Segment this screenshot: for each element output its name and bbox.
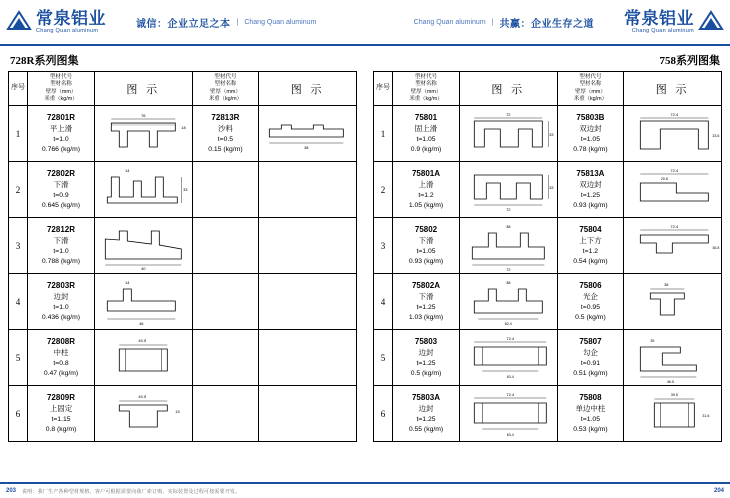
profile-spec [557, 106, 624, 162]
profile-figure [459, 330, 557, 386]
profile-thickness: t=1.05 [580, 415, 600, 423]
profile-weight: 0.55 (kg/m) [408, 425, 444, 433]
profile-spec [393, 274, 460, 330]
logo-icon-right [698, 9, 724, 35]
profile-name: 中柱 [53, 348, 69, 358]
page-footer [0, 482, 730, 498]
profile-thickness: t=0.91 [580, 359, 600, 367]
col-figure-1: 图 示 [94, 72, 192, 106]
profile-name: 下滑 [418, 236, 434, 246]
svg-text:72.4: 72.4 [506, 391, 515, 397]
logo-icon [6, 9, 32, 35]
profile-weight: 1.03 (kg/m) [408, 313, 444, 321]
col-figure-2: 图 示 [624, 72, 722, 106]
profile-spec [393, 218, 460, 274]
profile-code: 75801 [414, 113, 438, 123]
profile-spec [393, 330, 460, 386]
profile-name: 光企 [582, 292, 598, 302]
row-index: 4 [9, 274, 28, 330]
svg-text:33: 33 [549, 131, 554, 137]
profile-figure [259, 218, 357, 274]
row-index: 6 [374, 386, 393, 442]
profile-spec [393, 106, 460, 162]
profile-name: 上固定 [49, 404, 73, 414]
profile-figure [94, 162, 192, 218]
svg-text:40.5: 40.5 [138, 393, 147, 399]
profile-code: 75806 [579, 281, 602, 291]
slogan-right-sep: | [491, 18, 494, 26]
profile-spec [28, 386, 95, 442]
series-758-panel [365, 46, 730, 482]
table-row [9, 106, 357, 162]
profile-code: 72803R [46, 281, 76, 291]
profile-thickness: t=1.15 [51, 415, 71, 423]
page-number-left: 203 [6, 488, 17, 494]
profile-weight: 0.5 (kg/m) [575, 313, 606, 321]
profile-weight: 1.05 (kg/m) [408, 201, 444, 209]
slogan-left-cn: 诚信：企业立足之本 [136, 18, 231, 30]
row-index: 3 [374, 218, 393, 274]
row-index: 5 [9, 330, 28, 386]
brand-name-cn-right: 常泉铝业 [624, 8, 694, 28]
profile-name: 边封 [418, 348, 434, 358]
table-row [374, 386, 722, 442]
profile-code: 75803 [414, 337, 438, 347]
profile-spec [28, 162, 95, 218]
table-row [9, 218, 357, 274]
profile-code: 72801R [46, 113, 76, 123]
svg-text:46: 46 [139, 320, 144, 326]
col-spec-weight-2: 米重（kg/m） [573, 95, 608, 102]
svg-text:76: 76 [141, 112, 146, 118]
profile-figure [624, 162, 722, 218]
profile-thickness: t=1.0 [53, 303, 69, 311]
col-figure-1: 图 示 [459, 72, 557, 106]
profile-spec [28, 106, 95, 162]
row-index: 6 [9, 386, 28, 442]
profile-code: 72808R [46, 337, 76, 347]
profile-figure [94, 106, 192, 162]
profile-figure [624, 274, 722, 330]
profile-weight: 0.788 (kg/m) [41, 257, 81, 265]
row-index: 4 [374, 274, 393, 330]
slogan-left-sep: | [236, 18, 239, 26]
table-row [374, 274, 722, 330]
profile-thickness: t=1.0 [53, 247, 69, 255]
profile-name: 单边中柱 [575, 404, 606, 414]
profile-code: 75808 [579, 393, 602, 403]
profile-weight: 0.47 (kg/m) [43, 369, 79, 377]
col-index-label: 序号 [376, 84, 391, 92]
profile-thickness: t=1.25 [416, 359, 436, 367]
table-row [374, 330, 722, 386]
col-spec-2 [557, 72, 624, 106]
svg-text:33: 33 [183, 186, 188, 192]
page-content [0, 46, 730, 482]
profile-code: 72802R [46, 169, 76, 179]
profile-figure [459, 162, 557, 218]
profile-figure [259, 386, 357, 442]
profile-figure [624, 218, 722, 274]
col-spec-name: 型材名称 [415, 81, 437, 88]
col-spec-name-2: 型材名称 [579, 81, 602, 88]
profile-spec [28, 330, 95, 386]
svg-text:40.5: 40.5 [138, 337, 147, 343]
profile-name: 沙料 [217, 124, 233, 134]
slogan-left-en: Chang Quan aluminum [244, 18, 317, 26]
svg-text:72.4: 72.4 [670, 167, 679, 173]
svg-text:35: 35 [650, 338, 655, 343]
svg-text:33.6: 33.6 [712, 133, 720, 138]
col-spec-thickness-2: 壁厚（mm） [210, 88, 241, 95]
table-header-row [374, 72, 722, 106]
svg-text:63.4: 63.4 [506, 374, 514, 379]
col-spec-name: 型材名称 [50, 81, 72, 88]
svg-text:46.5: 46.5 [667, 379, 675, 384]
svg-text:36.8: 36.8 [712, 245, 720, 250]
col-spec-code: 型材代号 [414, 73, 438, 80]
row-index: 5 [374, 330, 393, 386]
table-row [9, 274, 357, 330]
svg-text:38: 38 [506, 223, 511, 229]
profile-weight: 0.766 (kg/m) [41, 145, 81, 153]
profile-spec [557, 330, 624, 386]
profile-thickness: t=0.95 [580, 303, 600, 311]
profile-thickness: t=1.25 [580, 191, 600, 199]
col-spec-1 [28, 72, 95, 106]
profile-weight: 0.15 (kg/m) [208, 145, 243, 153]
profile-figure [259, 330, 357, 386]
profile-figure [259, 106, 357, 162]
profile-thickness: t=1.2 [418, 191, 434, 199]
profile-code: 75813A [576, 169, 605, 179]
profile-name: 双边封 [579, 180, 602, 190]
profile-thickness: t=1.2 [582, 247, 599, 255]
col-figure-2: 图 示 [259, 72, 357, 106]
col-spec-name-2: 型材名称 [214, 81, 237, 88]
col-spec-weight: 米重（kg/m） [409, 95, 443, 102]
page-header [0, 0, 730, 46]
profile-thickness: t=1.25 [416, 415, 436, 423]
profile-code: 75803A [411, 393, 441, 403]
profile-code: 72809R [46, 393, 76, 403]
brand-name-en-right: Chang Quan aluminum [631, 27, 694, 34]
table-row [374, 218, 722, 274]
svg-text:33: 33 [549, 184, 554, 190]
col-spec-thickness-2: 壁厚（mm） [575, 88, 606, 95]
profile-weight: 0.51 (kg/m) [573, 369, 608, 377]
profile-spec [557, 386, 624, 442]
svg-text:40: 40 [141, 265, 146, 271]
profile-thickness: t=0.9 [53, 191, 69, 199]
profile-code: 75807 [579, 337, 602, 347]
profile-spec [557, 274, 624, 330]
row-index: 1 [374, 106, 393, 162]
slogan-right-en: Chang Quan aluminum [413, 18, 486, 26]
table-row [9, 386, 357, 442]
svg-text:14: 14 [125, 279, 130, 285]
row-index: 2 [374, 162, 393, 218]
slogan-left [128, 0, 365, 44]
profile-weight: 0.93 (kg/m) [573, 201, 608, 209]
page-divider [365, 46, 366, 482]
svg-text:38: 38 [506, 279, 511, 285]
profile-weight: 0.53 (kg/m) [573, 425, 608, 433]
profile-weight: 0.645 (kg/m) [41, 201, 81, 209]
svg-text:18: 18 [181, 124, 186, 130]
profile-spec [192, 274, 259, 330]
svg-text:38: 38 [304, 144, 309, 150]
profile-thickness: t=0.5 [217, 135, 234, 143]
profile-name: 上滑 [418, 180, 434, 190]
profile-spec [557, 218, 624, 274]
page-title: 728R系列图集 [10, 55, 79, 67]
profile-name: 下滑 [53, 236, 69, 246]
svg-text:63.4: 63.4 [506, 432, 514, 437]
brand-name-cn: 常泉铝业 [36, 8, 106, 28]
profile-spec [393, 162, 460, 218]
col-spec-1 [393, 72, 460, 106]
profile-figure [459, 274, 557, 330]
profile-code: 75804 [579, 225, 602, 235]
profile-figure [94, 218, 192, 274]
col-spec-code-2: 型材代号 [579, 73, 602, 80]
svg-text:39.5: 39.5 [671, 392, 679, 397]
profile-figure [94, 330, 192, 386]
profile-name: 边封 [53, 292, 69, 302]
profile-table-728r [8, 71, 357, 442]
col-spec-2 [192, 72, 259, 106]
profile-spec [192, 330, 259, 386]
svg-text:72.4: 72.4 [506, 335, 515, 341]
slogan-right-cn: 共赢：企业生存之道 [499, 18, 594, 30]
profile-figure [94, 274, 192, 330]
profile-code: 72813R [211, 113, 240, 123]
slogan-right [365, 0, 602, 44]
table-row [374, 106, 722, 162]
col-index-label: 序号 [11, 84, 26, 92]
profile-weight: 0.54 (kg/m) [573, 257, 608, 265]
svg-text:15: 15 [175, 408, 180, 414]
profile-spec [28, 218, 95, 274]
profile-weight: 0.8 (kg/m) [45, 425, 77, 433]
page-title-right: 758系列图集 [659, 55, 720, 67]
col-spec-thickness: 壁厚（mm） [410, 88, 442, 95]
table-header-row [9, 72, 357, 106]
profile-figure [259, 162, 357, 218]
profile-name: 勾企 [582, 348, 598, 358]
profile-thickness: t=1.05 [416, 135, 436, 143]
col-index [9, 72, 28, 106]
profile-figure [624, 330, 722, 386]
col-spec-weight-2: 米重（kg/m） [208, 95, 243, 102]
profile-figure [624, 386, 722, 442]
profile-figure [624, 106, 722, 162]
profile-weight: 0.436 (kg/m) [41, 313, 81, 321]
profile-name: 边封 [418, 404, 434, 414]
profile-table-758 [373, 71, 722, 442]
profile-thickness: t=1.25 [416, 303, 436, 311]
profile-spec [192, 106, 259, 162]
profile-code: 75802 [414, 225, 438, 235]
row-index: 2 [9, 162, 28, 218]
profile-code: 75802A [411, 281, 441, 291]
profile-code: 72812R [46, 225, 76, 235]
svg-text:62.4: 62.4 [504, 321, 512, 326]
svg-text:14: 14 [125, 167, 130, 173]
profile-figure [94, 386, 192, 442]
table-row [9, 330, 357, 386]
profile-thickness: t=1.0 [53, 135, 69, 143]
profile-name: 双边封 [579, 124, 602, 134]
svg-text:72: 72 [506, 111, 511, 117]
col-spec-code: 型材代号 [49, 73, 73, 80]
col-spec-code-2: 型材代号 [214, 73, 237, 80]
profile-thickness: t=1.05 [416, 247, 436, 255]
profile-spec [393, 386, 460, 442]
col-index [374, 72, 393, 106]
profile-name: 下滑 [418, 292, 434, 302]
profile-spec [557, 162, 624, 218]
svg-text:72: 72 [506, 206, 511, 212]
profile-weight: 0.78 (kg/m) [573, 145, 608, 153]
table-row [9, 162, 357, 218]
profile-code: 75801A [411, 169, 441, 179]
profile-figure [459, 106, 557, 162]
profile-thickness: t=0.8 [53, 359, 69, 367]
profile-figure [459, 218, 557, 274]
profile-weight: 0.9 (kg/m) [410, 145, 442, 153]
profile-thickness: t=1.05 [580, 135, 600, 143]
profile-name: 固上滑 [414, 124, 438, 134]
row-index: 1 [9, 106, 28, 162]
svg-text:72.4: 72.4 [670, 111, 679, 117]
page-number-right: 204 [713, 488, 724, 494]
profile-name: 平上滑 [49, 124, 73, 134]
brand-name-en: Chang Quan aluminum [36, 27, 99, 34]
row-index: 3 [9, 218, 28, 274]
profile-spec [192, 386, 259, 442]
profile-weight: 0.93 (kg/m) [408, 257, 444, 265]
profile-name: 下滑 [53, 180, 69, 190]
svg-text:72.4: 72.4 [670, 223, 679, 229]
col-spec-thickness: 壁厚（mm） [45, 88, 77, 95]
profile-spec [192, 218, 259, 274]
series-728r-panel [0, 46, 365, 482]
profile-code: 75803B [576, 113, 605, 123]
col-spec-weight: 米重（kg/m） [44, 95, 78, 102]
svg-text:20.8: 20.8 [661, 176, 669, 181]
profile-figure [459, 386, 557, 442]
table-row [374, 162, 722, 218]
svg-text:36: 36 [664, 281, 669, 287]
profile-spec [28, 274, 95, 330]
footer-note: 说明：我厂生产各种型材规格，客户可根据需要向我厂索订购，实际装置及过程可按需要开发。 [22, 488, 241, 495]
profile-spec [192, 162, 259, 218]
svg-text:31.6: 31.6 [702, 413, 710, 418]
profile-name: 上下方 [579, 236, 602, 246]
profile-figure [259, 274, 357, 330]
svg-text:72: 72 [506, 266, 511, 272]
brand-logo-right [602, 0, 730, 44]
profile-weight: 0.5 (kg/m) [410, 369, 442, 377]
brand-logo-left [0, 0, 128, 44]
